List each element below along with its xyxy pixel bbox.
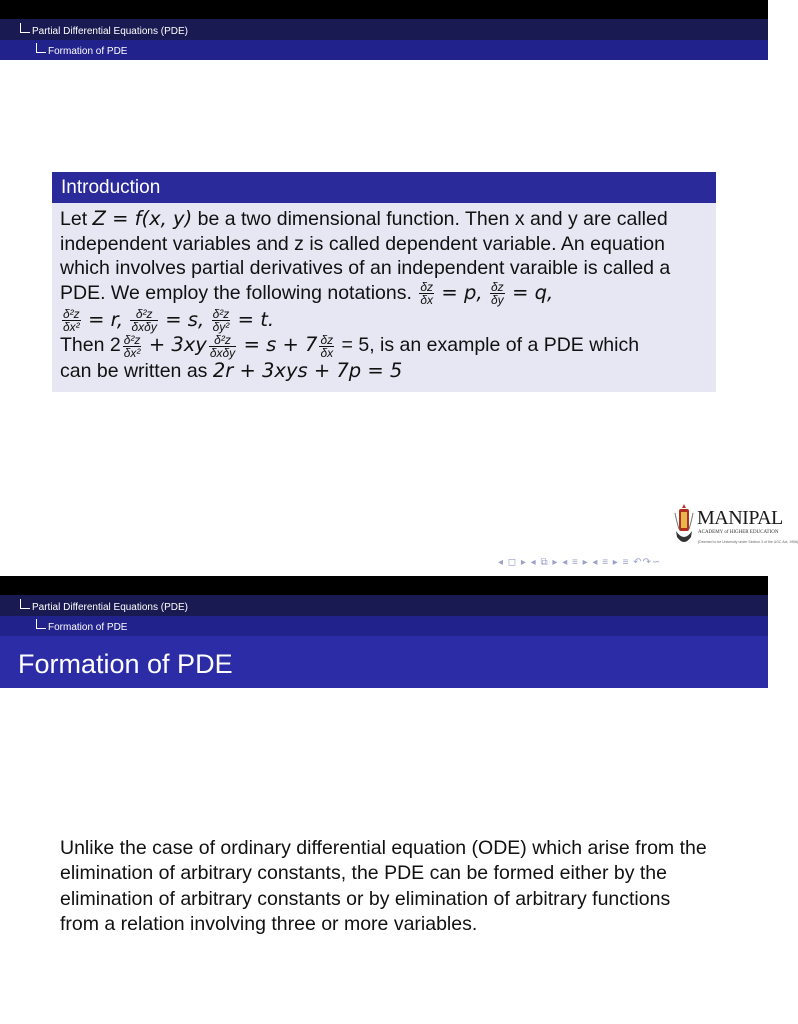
manipal-logo [674, 503, 798, 549]
fraction-d2z-dx2: $\frac{\text{δ²z}}{\text{δx²}}$ [123, 332, 141, 360]
breadcrumb-subsection[interactable]: Formation of PDE [36, 619, 127, 634]
breadcrumb-section-bar [0, 19, 768, 40]
notation-line: $\frac{\text{δ²z}}{\text{δx²}}$ = r, $\frac{\text{δ²z}}{\text{δxδy}}$ = s, $\frac{\text{δ²z}}{\text{δy²}}$ = t. [63, 307, 275, 335]
logo-name: MANIPAL [697, 507, 783, 529]
breadcrumb-subsection-bar [0, 616, 768, 636]
manipal-emblem-icon [674, 503, 694, 547]
top-black-bar [0, 0, 768, 19]
fraction-d2z-dy2: $\frac{\text{δ²z}}{\text{δy²}}$ [212, 307, 230, 335]
example-line: Then 2 $\frac{\text{δ²z}}{\text{δx²}}$ + 3xy $\frac{\text{δ²z}}{\text{δxδy}}$ = s + 7 $\frac{\delta z}{\delta x}$ = 5, is an example of a PDE which [60, 332, 640, 360]
fraction-d2z-dxdy: $\frac{\text{δ²z}}{\text{δxδy}}$ [131, 307, 157, 335]
logo-tagline-2: (Deemed to be University under Section 3 of the UGC Act, 1956) [698, 540, 798, 544]
fraction-dz-dx: $\frac{\delta z}{\delta x}$ [420, 279, 433, 307]
breadcrumb-section-bar [0, 595, 768, 616]
block-title: Introduction [52, 172, 716, 203]
beamer-navigation-icons[interactable]: ◂ ◻ ▸ ◂ ⧉ ▸ ◂ ≡ ▸ ◂ ≡ ▸ ≡ ↶↷∽ [498, 557, 662, 568]
fraction-dz-dy: $\frac{\delta z}{\delta y}$ [490, 279, 504, 307]
tree-branch-icon [36, 619, 46, 629]
fraction-d2z-dxdy: $\frac{\text{δ²z}}{\text{δxδy}}$ [209, 332, 236, 360]
breadcrumb-subsection[interactable]: Formation of PDE [36, 43, 127, 58]
block-body: Let Z = f(x, y) be a two dimensional function. Then x and y are called independent variables and z is called dependent variable. An equation which involves partial derivatives of an independent varaible is called a PDE. We employ the following notations. $\frac{\delta z}{\delta x}$ = p, $\frac{\delta z}{\delta y}$ = q, $\frac{\text{δ²z}}{\text{δx²}}$ = r, $\frac{\text{δ²z}}{\text{δxδy}}$ = s, $\frac{\text{δ²z}}{\text{δy²}}$ = t. Then 2 $\frac{\text{δ²z}}{\text{δx²}}$ + 3xy $\frac{\text{δ²z}}{\text{δxδy}}$ = s + 7 $\frac{\delta z}{\delta x}$ = 5, is an example of a PDE which can be written as 2r + 3xys + 7p = 5 [52, 203, 716, 392]
introduction-block [52, 172, 716, 392]
tree-branch-icon [20, 599, 30, 609]
tree-branch-icon [20, 23, 30, 33]
breadcrumb-subsection-bar [0, 40, 768, 60]
top-black-bar [0, 576, 768, 595]
breadcrumb-section[interactable]: Partial Differential Equations (PDE) [20, 23, 188, 38]
fraction-d2z-dx2: $\frac{\text{δ²z}}{\text{δx²}}$ [63, 307, 80, 335]
slide-formation-of-pde [0, 576, 768, 1024]
frame-title: Formation of PDE [0, 636, 768, 688]
logo-tagline: ACADEMY of HIGHER EDUCATION [698, 530, 779, 535]
breadcrumb-section[interactable]: Partial Differential Equations (PDE) [20, 599, 188, 614]
example-line-2: can be written as 2r + 3xys + 7p = 5 [60, 358, 403, 382]
fraction-dz-dx: $\frac{\delta z}{\delta x}$ [320, 332, 334, 360]
tree-branch-icon [36, 43, 46, 53]
body-paragraph: Unlike the case of ordinary differential equation (ODE) which arise from the elimination of arbitrary constants, the PDE can be formed either by the elimination of arbitrary constants or by elimination of arbitrary functions from a relation involving three or more variables. [60, 837, 707, 935]
